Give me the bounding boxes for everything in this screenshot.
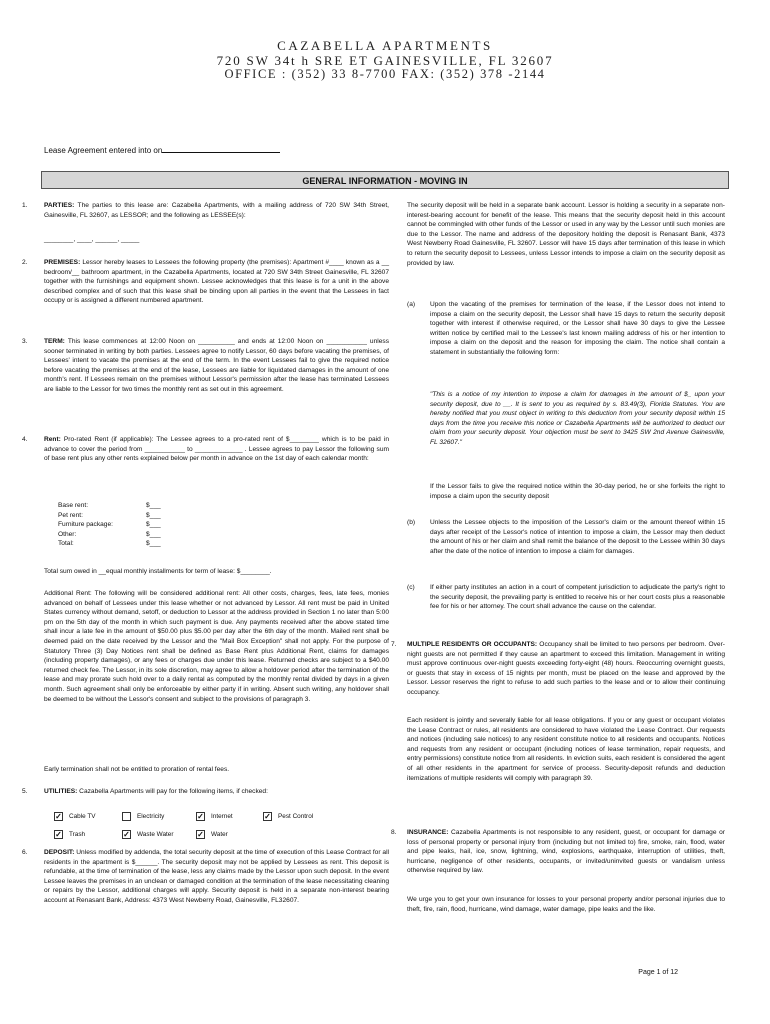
notice-quote: "This is a notice of my intention to impose a claim for damages in the amount of $_ upon your security deposit, due to __. It is sent to you as required by s. 83.49(3), Florida Statutes. You are hereby notified that you must object in writing to this deduction from your security deposit within 15 days from the time you receive this notice or Cazabella Apartments will be authorized to deduct our claim from your security deposit. Your objection must be sent to 3425 SW 2nd Avenue Gainesville, FL 32607." bbox=[430, 391, 725, 446]
parties-section bbox=[44, 201, 389, 220]
term-text: This lease commences at 12:00 Noon on __________ and ends at 12:00 Noon on ___________ unless sooner terminated in writing by both parties. Lessees agree to notify Lessor, 60 days before vacating the premises, of Lessees' intent to vacate the premises at the end of the term. In the event Lessees fail to give the required notice before vacating the premises at the end of the lease, Lessees are liable for liquidated damages in the amount of one month's rent. If Lessees remain on the premises without Lessor's permission after the lease has terminated Lessees are liable to the Lessor for two times the monthly rent as set out in this agreement. bbox=[44, 338, 389, 393]
utility-electricity[interactable]: Electricity bbox=[122, 812, 164, 821]
subsection-a-number: (a) bbox=[407, 301, 416, 308]
parties-text: The parties to this lease are: Cazabella Apartments, with a mailing address of 720 SW 34th Street, Gainesville, FL 32607, as LESSOR; and the following as LESSEE(s): bbox=[44, 202, 389, 219]
term-section bbox=[44, 337, 389, 395]
term-label: TERM: bbox=[44, 338, 65, 345]
rent-text: Pro-rated Rent (if applicable): The Lessee agrees to a pro-rated rent of $________ which is to be paid in advance to cover the period from ___________ to _____________ . Lessee agrees to pay Lessor the following sum of base rent plus any other rents explained below per month in advance on the 1st day of each calendar month: bbox=[44, 436, 389, 463]
utility-cable-tv[interactable]: ✓ Cable TV bbox=[55, 812, 96, 821]
deposit-label: DEPOSIT: bbox=[44, 849, 75, 856]
subsection-a: Upon the vacating of the premises for termination of the lease, if the Lessor does not intend to impose a claim on the security deposit, the Lessor shall have 15 days to return the security deposit together with interest if otherwise required, or the Lessor shall have 30 days to give the Lessee written notice by certified mail to the Lessee's last known mailing address of his or her intention to impose a claim on the deposit and the reason for imposing the claim. The notice shall contain a statement in substantially the following form: bbox=[430, 301, 725, 356]
company-name: CAZABELLA APARTMENTS bbox=[277, 38, 493, 53]
deposit-text: Unless modified by addenda, the total security deposit at the time of execution of this Lease Contract for all residents in the apartment is $______. The security deposit may not be applied by Lessees as rent. This deposit is refundable, at the time of termination of the lease, less any claims made by the Lessor upon such deposit. In the event Lessee leaves the premises in an unclean or damaged condition at the termination of the lease necessitating cleaning or repairs by the Lessor, additional charges will apply. Security deposit is held in a separate non-interest bearing account at Renasant Bank, Address: 4373 West Newberry Road, Gainesville, FL32607. bbox=[44, 849, 389, 904]
occupants-liability: Each resident is jointly and severally liable for all lease obligations. If you or any guest or occupant violates the Lease Contract or rules, all residents are considered to have violated the Lease Contract. Our requests and notices (including sale notices) to any resident constitute notice to all residents and occupants. Notices and requests from any resident or occupant (including notices of lease termination, repair requests, and entry permissions) constitute notice from all residents. In eviction suits, each resident is considered the agent of all other residents in the apartment for service of process. Security-deposit refunds and deduction itemizations of multiple residents will comply with paragraph 39. bbox=[407, 717, 725, 782]
forfeit-notice: If the Lessor fails to give the required notice within the 30-day period, he or she forfeits the right to impose a claim upon the security deposit bbox=[430, 483, 725, 500]
section-number: 8. bbox=[391, 829, 397, 836]
rent-row: Pet rent: $___ bbox=[58, 511, 161, 519]
occupants-section bbox=[407, 640, 725, 698]
rent-items bbox=[58, 501, 218, 549]
lessee-blanks[interactable]: ________, ____, ______, _____ bbox=[44, 236, 140, 243]
total-sum-line: Total sum owed in __equal monthly installments for term of lease: $________. bbox=[44, 568, 272, 575]
utilities-section bbox=[44, 787, 389, 797]
rent-row: Base rent: $___ bbox=[58, 502, 161, 509]
lease-date-line bbox=[44, 145, 280, 155]
parties-label: PARTIES: bbox=[44, 202, 75, 209]
rent-row: Total: $___ bbox=[58, 540, 161, 547]
checkbox[interactable]: ✓ bbox=[123, 830, 130, 839]
checkbox[interactable]: ✓ bbox=[55, 830, 62, 839]
premises-section bbox=[44, 258, 389, 306]
section-number: 2. bbox=[22, 259, 28, 266]
utility-water[interactable]: ✓ Water bbox=[197, 830, 228, 839]
page-number: Page 1 of 12 bbox=[638, 969, 678, 976]
utilities-text: Cazabella Apartments will pay for the following items, if checked: bbox=[77, 788, 268, 795]
company-address: 720 SW 34t h SRE ET GAINESVILLE, FL 32607 bbox=[216, 53, 554, 68]
rent-row: Furniture package: $___ bbox=[58, 521, 161, 528]
subsection-c: If either party institutes an action in a court of competent jurisdiction to adjudicate the party's right to the security deposit, the prevailing party is entitled to receive his or her court costs plus a reasonable fee for his or her attorney. The court shall advance the cause on the calendar. bbox=[430, 584, 725, 611]
section-number: 7. bbox=[391, 641, 397, 648]
section-number: 1. bbox=[22, 202, 28, 209]
lease-date-blank[interactable] bbox=[162, 145, 280, 153]
subsection-b: Unless the Lessee objects to the imposition of the Lessor's claim or the amount thereof within 15 days after receipt of the Lessor's notice of intention to impose a claim, the Lessor may then deduct the amount of his or her claim and shall remit the balance of the deposit to the Lessee within 30 days after the date of the notice of intention to impose a claim for damages. bbox=[430, 519, 725, 555]
subsection-b-number: (b) bbox=[407, 519, 416, 526]
occupants-text: Occupancy shall be limited to two persons per bedroom. Over-night guests are not permitted if they cause an apartment to exceed this limitation. Management in writing must approve continuous over-night guests exceeding forty-eight (48) hours. Reoccurring overnight guests, or guests that stay in excess of 15 nights per month, must be placed on the lease and approved by the Lessor. Lessor reserves the right to refuse to add such parties to the lease and or to allow their continuing occupancy. bbox=[407, 641, 725, 696]
utility-internet[interactable]: ✓ Internet bbox=[197, 812, 233, 821]
lease-date-label: Lease Agreement entered into on bbox=[44, 146, 163, 155]
checkbox[interactable]: ✓ bbox=[197, 830, 204, 839]
insurance-section bbox=[407, 828, 725, 876]
company-contact: OFFICE : (352) 33 8-7700 FAX: (352) 378 -2144 bbox=[224, 67, 546, 81]
utility-pest-control[interactable]: ✓ Pest Control bbox=[264, 812, 314, 821]
deposit-intro: The security deposit will be held in a separate bank account. Lessor is holding a security in a separate non-interest-bearing account for benefit of the lease. This means that the security deposit held in this account cannot be commingled with other funds of the Lessor or used in any way by the Lessor until such monies are due to the Lessor. The name and address of the depository holding the deposit is Renasant Bank, 4373 West Newberry Road Gainesville, FL 32607. Lessor will have 15 days after termination of this lease in which to return the security deposit to Lessees, unless Lessor intends to impose a claim on the security deposit as provided by law. bbox=[407, 202, 725, 267]
rent-label: Rent: bbox=[44, 436, 61, 443]
subsection-c-number: (c) bbox=[407, 584, 415, 591]
checkbox[interactable] bbox=[122, 812, 131, 821]
section-number: 3. bbox=[22, 338, 28, 345]
section-number: 6. bbox=[22, 849, 28, 856]
deposit-section bbox=[44, 848, 389, 906]
premises-label: PREMISES: bbox=[44, 259, 81, 266]
checkbox[interactable]: ✓ bbox=[197, 812, 204, 821]
premises-text: Lessor hereby leases to Lessees the following property (the premises): Apartment #____ known as a __ bedroom/__ bathroom apartment, in the Cazabella Apartments, located at 720 SW 34th Street Gainesville, FL 32607 together with the furnishings and equipment shown. Lessee acknowledges that this lease is for a unit in the above described complex and of such that this lease shall be binding upon all parties in the event that the Lessees in fact occupy or is assigned a different numbered apartment. bbox=[44, 259, 389, 305]
additional-rent: Additional Rent: The following will be considered additional rent: All other costs, charges, fees, late fees, monies advanced on behalf of Lessees under this lease whether or not advanced by Lessor. All rent must be paid in United States currency without demand, setoff, or deduction to Lessor at the address provided in Section 1 no later than 5:00 pm on the 5th day of the month in which such payment is due. Any payments received after the above stated time shall incur a late fee in the amount of $50.00 plus $5.00 per day after the 6th day of the month. Mailed rent shall be deemed paid on the date received by the Lessor and the "Mail Box Exception" shall not apply. For the purpose of Statutory Three (3) Day Notices rent shall be defined as Base Rent plus Additional Rent, claims for damages (including property damages), or any fees or charges due under this lease. Returned checks are subject to a $40.00 returned check fee. The Lessor, in its sole discretion, may agree to allow a holdover period after the termination of the lease and may prorate such hold over to a daily rental as computed by the monthly rental divided by days in a given month. Such agreement shall only be enforceable by either party if in writing. Absent such writing, any holdover shall be deemed to be without the Lessor's consent and subject to the provisions of paragraph 3. bbox=[44, 590, 389, 703]
section-number: 4. bbox=[22, 436, 28, 443]
rent-section bbox=[44, 435, 389, 464]
early-termination: Early termination shall not be entitled to proration of rental fees. bbox=[44, 766, 230, 773]
checkbox[interactable]: ✓ bbox=[55, 812, 62, 821]
insurance-advice: We urge you to get your own insurance for losses to your personal property and/or personal injuries due to theft, fire, rain, flood, hurricane, wind damage, water damage, pipe leaks and the like. bbox=[407, 896, 725, 913]
insurance-text: Cazabella Apartments is not responsible to any resident, guest, or occupant for damage or loss of personal property or personal injury from (including but not limited to) fire, smoke, rain, flood, water and pipe leaks, hail, ice, snow, lightning, wind, explosions, earthquake, interruption of utilities, theft, hurricane, negligence of other residents, occupants, or invited/uninvited guests or vandalism unless otherwise required by law. bbox=[407, 829, 725, 875]
insurance-label: INSURANCE: bbox=[407, 829, 449, 836]
utilities-label: UTILITIES: bbox=[44, 788, 78, 795]
checkbox[interactable]: ✓ bbox=[264, 812, 271, 821]
utility-waste-water[interactable]: ✓ Waste Water bbox=[123, 830, 174, 839]
section-number: 5. bbox=[22, 788, 28, 795]
rent-row: Other: $___ bbox=[58, 530, 161, 538]
occupants-label: MULTIPLE RESIDENTS OR OCCUPANTS: bbox=[407, 641, 538, 648]
section-banner: GENERAL INFORMATION - MOVING IN bbox=[41, 171, 729, 189]
utility-trash[interactable]: ✓ Trash bbox=[55, 830, 86, 839]
